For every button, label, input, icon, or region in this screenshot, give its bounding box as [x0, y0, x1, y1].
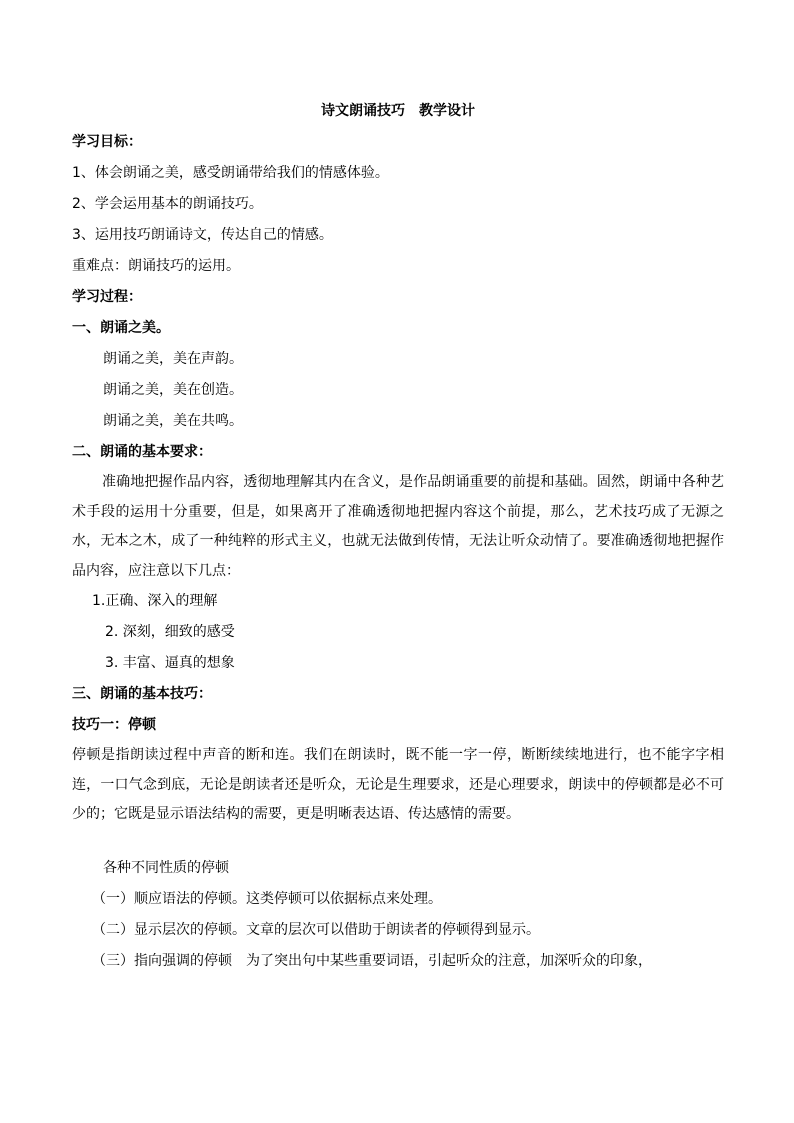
- section2-paragraph: 准确地把握作品内容，透彻地理解其内在含义，是作品朗诵重要的前提和基础。固然，朗诵中各种艺术手段的运用十分重要，但是，如果离开了准确透彻地把握内容这个前提，那么，艺术技巧成了无源之水，无本之木，成了一种纯粹的形式主义，也就无法做到传情，无法让听众动情了。要准确透彻地把握作品内容，应注意以下几点：: [72, 474, 724, 579]
- section2-item-2: 2. 深刻，细致的感受: [105, 624, 235, 640]
- goal-item-2: 2、学会运用基本的朗诵技巧。: [72, 196, 263, 212]
- section2-item-1: 1.正确、深入的理解: [92, 593, 218, 609]
- section1-heading: 一、朗诵之美。: [72, 320, 170, 336]
- pause-type-1: （一）顺应语法的停顿。这类停顿可以依据标点来处理。: [92, 890, 442, 907]
- pause-types-heading: 各种不同性质的停顿: [103, 859, 229, 876]
- pause-type-2: （二）显示层次的停顿。文章的层次可以借助于朗读者的停顿得到显示。: [92, 921, 540, 938]
- document-title: 诗文朗诵技巧 教学设计: [321, 103, 475, 119]
- pause-type-3: （三）指向强调的停顿 为了突出句中某些重要词语，引起听众的注意，加深听众的印象，: [92, 952, 652, 969]
- process-heading: 学习过程：: [72, 289, 142, 305]
- paragraph-spacer: [72, 830, 724, 853]
- section2-item-3: 3. 丰富、逼真的想象: [105, 655, 235, 671]
- goals-heading: 学习目标：: [72, 134, 142, 150]
- section1-item-1: 朗诵之美，美在声韵。: [103, 351, 243, 367]
- section2-heading: 二、朗诵的基本要求：: [72, 444, 212, 460]
- document-page: [72, 96, 724, 977]
- skill1-heading: 技巧一：停顿: [72, 717, 156, 733]
- goal-item-1: 1、体会朗诵之美，感受朗诵带给我们的情感体验。: [72, 165, 389, 181]
- section1-item-2: 朗诵之美，美在创造。: [103, 382, 243, 398]
- section3-heading: 三、朗诵的基本技巧：: [72, 686, 212, 702]
- skill1-paragraph: 停顿是指朗读过程中声音的断和连。我们在朗读时，既不能一字一停，断断续续地进行，也不能字字相连，一口气念到底，无论是朗读者还是听众，无论是生理要求，还是心理要求，朗读中的停顿都是必不可少的；它既是显示语法结构的需要，更是明晰表达语、传达感情的需要。: [72, 747, 724, 822]
- goal-item-3: 3、运用技巧朗诵诗文，传达自己的情感。: [72, 227, 333, 243]
- section1-item-3: 朗诵之美，美在共鸣。: [103, 413, 243, 429]
- key-point: 重难点：朗诵技巧的运用。: [72, 258, 240, 274]
